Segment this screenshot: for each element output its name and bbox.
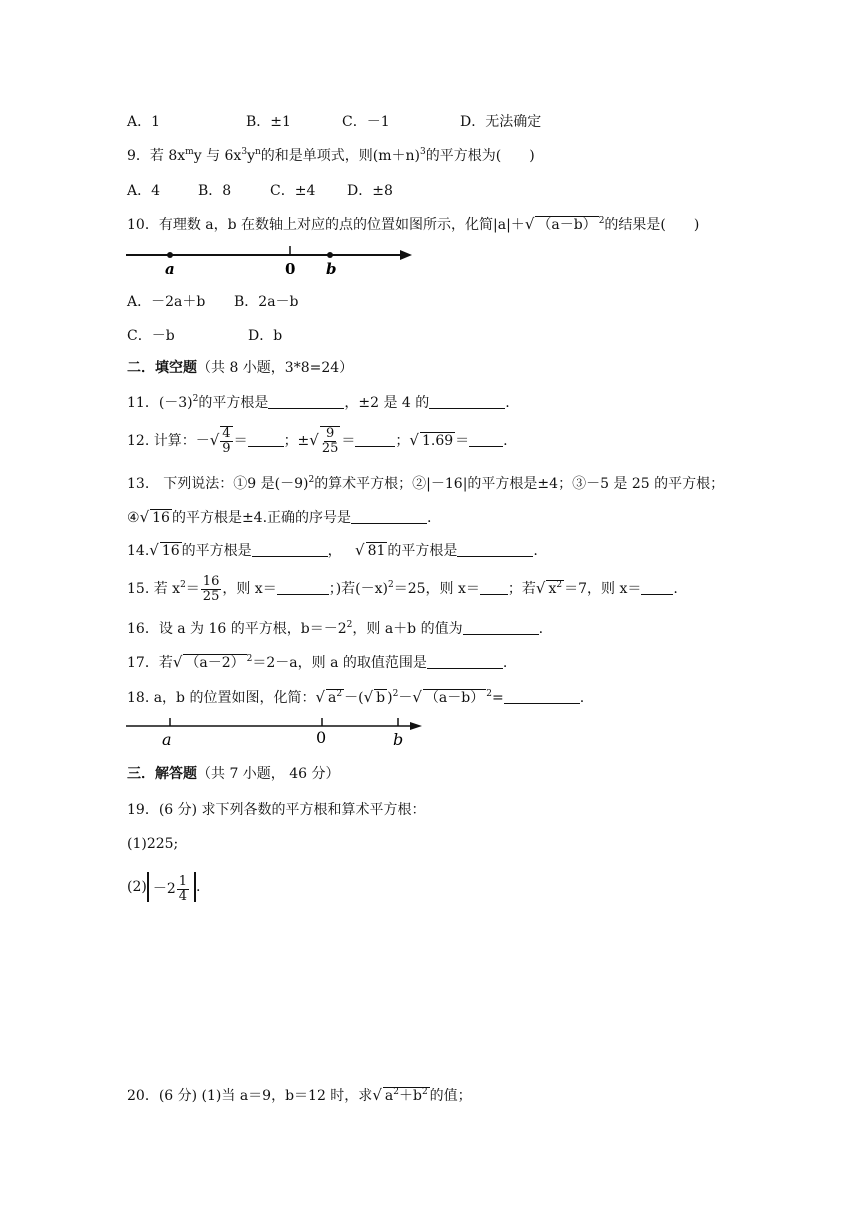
q8-option-b: B．±1 xyxy=(246,114,291,130)
answer-blank[interactable] xyxy=(268,394,344,409)
q14-question: 14.√ 16 的平方根是 ， √ 81 的平方根是 . xyxy=(127,541,538,559)
label-a: a xyxy=(162,730,172,749)
point-a xyxy=(167,252,173,258)
q16-question: 16．设 a 为 16 的平方根，$b=-2^2$，则 a＋b 的值为 . xyxy=(127,620,544,637)
q20-question: 20．(6 分) (1)当 a＝9，b＝12 时，求√ $a^2+b^2$ 的值； xyxy=(127,1086,472,1104)
absolute-value-bars: －2 $\frac{1}{4}$ xyxy=(147,872,196,902)
q11-question: 11．$(-3)^2$的平方根是 ，±2 是 4 的 . xyxy=(127,394,510,411)
q8-option-a: A．1 xyxy=(127,114,161,130)
sqrt-sign: √ xyxy=(209,431,220,449)
q19-item-2: (2) －2 $\frac{1}{4}$ . xyxy=(127,873,201,904)
sqrt-sign: √ xyxy=(315,688,326,706)
sqrt-sign: √ xyxy=(149,541,159,559)
label-b: b xyxy=(326,260,337,278)
sqrt-sign: √ xyxy=(172,653,183,671)
section3-heading: 三．解答题（共 7 小题， 46 分） xyxy=(127,766,340,782)
answer-blank[interactable] xyxy=(469,432,503,447)
q19-item-1: (1)225; xyxy=(127,836,179,852)
sqrt-sign: √ xyxy=(139,508,150,526)
q9-option-c: C．±4 xyxy=(270,183,316,199)
answer-blank[interactable] xyxy=(457,542,533,557)
sqrt-sign: √ xyxy=(355,541,365,559)
q9-option-d: D．±8 xyxy=(347,183,393,199)
q10-option-a: A．－2a＋b xyxy=(127,294,206,310)
q10-option-b: B．2a－b xyxy=(234,294,299,310)
sqrt-sign: √ xyxy=(309,431,319,449)
q19-question: 19．(6 分) 求下列各数的平方根和算术平方根： xyxy=(127,802,426,818)
answer-blank[interactable] xyxy=(248,432,284,447)
sqrt-sign: √ xyxy=(372,1086,382,1104)
answer-blank[interactable] xyxy=(429,394,505,409)
answer-blank[interactable] xyxy=(427,654,503,669)
label-zero: 0 xyxy=(285,260,296,278)
q10-number-line xyxy=(120,240,420,280)
q9-question: 9．若 $8x^my$ 与 $6x^3y^n$的和是单项式，则$(m+n)^3$的平方根为( ) xyxy=(127,147,535,164)
q10-option-d: D．b xyxy=(248,328,283,344)
sqrt-sign: √ xyxy=(524,215,535,233)
q10-option-c: C．－b xyxy=(127,328,175,344)
q8-option-d: D．无法确定 xyxy=(460,114,542,130)
label-a: a xyxy=(165,260,175,278)
q9-option-a: A．4 xyxy=(127,183,161,199)
q13-question-line2: ④√ 16 的平方根是±4.正确的序号是 . xyxy=(127,508,432,526)
answer-blank[interactable] xyxy=(480,580,508,595)
answer-blank[interactable] xyxy=(463,620,539,635)
label-b: b xyxy=(393,730,404,749)
answer-blank[interactable] xyxy=(355,432,395,447)
answer-blank[interactable] xyxy=(351,509,427,524)
q12-question: 12. 计算：－√ $\frac{4}{9}$ ＝ ；±√ $\frac{9}{25}$ ＝ ；√ 1.69 ＝ . xyxy=(127,423,508,458)
q18-number-line xyxy=(120,712,430,750)
label-zero: 0 xyxy=(316,728,327,747)
point-b xyxy=(327,252,333,258)
answer-blank[interactable] xyxy=(641,580,673,595)
q18-question: 18. a，b 的位置如图，化简：√ $a^2$ －(√ b )$^2$－√ （a－b） $^2$= . xyxy=(127,688,585,706)
sqrt-sign: √ xyxy=(363,688,374,706)
answer-blank[interactable] xyxy=(277,580,329,595)
q15-question: 15. 若 $x^2=$ $\frac{16}{25}$ ，则 x＝ ；)若$(-x)^2=25$，则 x＝ ；若√ $x^2 =7$，则 x＝ . xyxy=(127,571,678,606)
sqrt-sign: √ xyxy=(412,688,422,706)
q8-option-c: C．－1 xyxy=(342,114,390,130)
q9-option-b: B．8 xyxy=(198,183,232,199)
q10-question: 10．有理数 a，b 在数轴上对应的点的位置如图所示，化简|a|＋√ （a－b） $^2$的结果是( ) xyxy=(127,215,700,233)
answer-blank[interactable] xyxy=(252,542,328,557)
q13-question-line1: 13. 下列说法：①9 是$(-9)^2$的算术平方根；②|－16|的平方根是±4；③－5 是 25 的平方根； xyxy=(127,475,725,492)
section2-heading: 二．填空题（共 8 小题，3*8=24） xyxy=(127,360,354,376)
q17-question: 17．若√ （a－2） $^2$＝2－a，则 a 的取值范围是 . xyxy=(127,653,508,671)
sqrt-sign: √ xyxy=(409,431,419,449)
sqrt-sign: √ xyxy=(535,579,546,597)
answer-blank[interactable] xyxy=(504,689,580,704)
